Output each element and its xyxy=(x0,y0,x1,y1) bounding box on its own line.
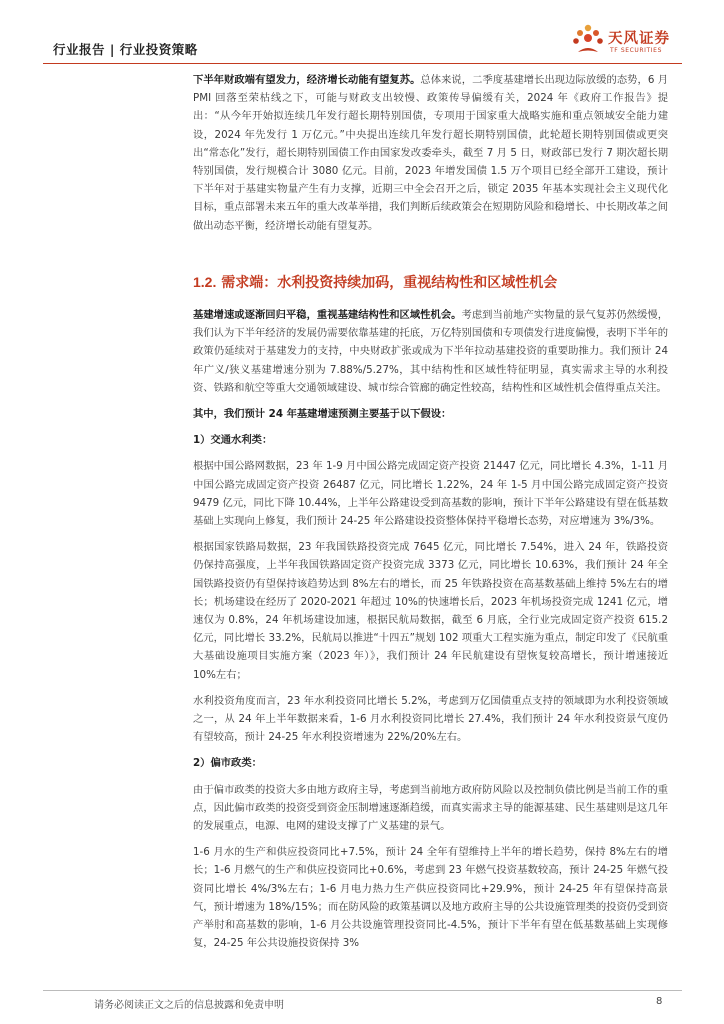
footer-divider xyxy=(43,990,682,991)
paragraph-fiscal-lead: 下半年财政端有望发力，经济增长动能有望复苏。 xyxy=(193,74,421,86)
paragraph-railway: 根据国家铁路局数据，23 年我国铁路投资完成 7645 亿元，同比增长 7.54%，进入 24 年，铁路投资仍保持高强度，上半年我国铁路固定资产投资完成 3373 亿元，同比增长 10.63%，我们预计 24 年全国铁路投资仍有望保持该趋势达到 8%左右的增长，而 25 年铁路投资在高基数基础上维持 5%左右的增长；机场建设在经历了 2020-2021 年超过 10%的快速增长后，2023 年机场投资完成 1241 亿元，增速仅为 0.8%，24 年机场建设加速，根据民航局数据，截至 6 月底，全行业完成固定资产投资 615.2 亿元，同比增长 33.2%，民航局以推进“十四五”规划 102 项重大工程实施为重点，制定印发了《民航重大基础设施项目实施方案（2023 年）》，我们预计 24 年民航建设有望恢复较高增长，预计增速接近 10%左右； xyxy=(193,541,668,681)
disclaimer-link[interactable]: 请务必阅读正文之后的信息披露和免责申明 xyxy=(94,1000,284,1011)
paragraph-demand-body: 考虑到当前地产实物量的景气复苏仍然缓慢，我们认为下半年经济的发展仍需要依靠基建的托底，万亿特别国债和专项债发行进度偏慢，表明下半年的政策仍延续对于基建发力的支持，中央财政扩张或成为下半年拉动基建投资的重要助推力。我们预计 24 年广义/狭义基建增速分别为 7.88%/5.27%，其中结构性和区域性特征明显，真实需求主导的水利投资、铁路和航空等重大交通领域建设、城市综合管廊的确定性较高，结构性和区域性机会值得重点关注。 xyxy=(193,309,669,394)
main-content xyxy=(193,71,668,235)
paragraph-water: 水利投资角度而言，23 年水利投资同比增长 5.2%，考虑到万亿国债重点支持的领域即为水利投资领域之一，从 24 年上半年数据来看，1-6 月水利投资同比增长 27.4%，我们预计 24 年水利投资景气度仍有望较高，预计 24-25 年水利投资增速为 22%/20%左右。 xyxy=(193,694,668,744)
paragraph-municipal: 由于偏市政类的投资大多由地方政府主导，考虑到当前地方政府防风险以及控制负债比例是当前工作的重点，因此偏市政类的投资受到资金压制增速逐渐趋缓，而真实需求主导的能源基建、民生基建则是这几年的发展重点，电源、电网的建设支撑了广义基建的景气。 xyxy=(193,783,668,833)
subheading-transport: 1）交通水利类： xyxy=(193,434,273,447)
page-number: 8 xyxy=(656,996,663,1007)
section-content xyxy=(193,306,668,953)
header-divider xyxy=(43,63,682,64)
logo-subtitle: TF SECURITIES xyxy=(610,47,662,54)
paragraph-fiscal xyxy=(193,71,668,235)
paragraph-fiscal-body: 总体来说，二季度基建增长出现边际放缓的态势，6 月 PMI 回落至荣枯线之下，可能与财政支出较慢、政策传导偏缓有关，2024 年《政府工作报告》提出：“从今年开始拟连续几年发行超长期特别国债，专项用于国家重大战略实施和重点领域安全能力建设，2024 年先发行 1 万亿元。”中央提出连续几年发行超长期特别国债，此轮超长期特别国债或更突出“常态化”发行，超长期特别国债工作由国家发改委牵头，截至 7 月 5 日，财政部已发行 7 期次超长期特别国债，发行规模合计 3080 亿元。目前，2023 年增发国债 1.5 万个项目已经全部开工建设，预计下半年对于基建实物量产生有力支撑，近期三中全会召开之后，锁定 2035 年基本实现社会主义现代化目标，重点部署未来五年的重大改革举措，我们判断后续政策会在短期防风险和稳增长、中长期改革之间做出动态平衡，经济增长动能有望复苏。 xyxy=(193,74,668,232)
logo-title: 天风证券 xyxy=(608,31,670,47)
subheading-municipal: 2）偏市政类： xyxy=(193,757,262,770)
section-number: 1.2. xyxy=(193,274,217,290)
report-category: 行业报告 | 行业投资策略 xyxy=(53,42,198,57)
paragraph-utilities: 1-6 月水的生产和供应投资同比+7.5%，预计 24 全年有望维持上半年的增长趋势，保持 8%左右的增长；1-6 月燃气的生产和供应投资同比+0.6%，考虑到 23 年燃气投资基数较高，预计 24-25 年燃气投资同比增长 4%/3%左右；1-6 月电力热力生产供应投资同比+29.9%，预计 24-25 年有望保持高景气，预计增速为 18%/15%；而在防风险的政策基调以及地方政府主导的公共设施管理类的投资仍受到资产举肘和高基数的影响，1-6 月公共设施管理投资同比-4.5%，预计下半年有望在低基数基础上实现修复，24-25 年公共设施投资保持 3% xyxy=(193,846,668,950)
assumptions-text: 其中，我们预计 24 年基建增速预测主要基于以下假设： xyxy=(193,408,452,421)
paragraph-demand-lead: 基建增速或逐渐回归平稳，重视基建结构性和区域性机会。 xyxy=(193,309,462,321)
paragraph-demand xyxy=(193,306,668,397)
section-title: 需求端：水利投资持续加码，重视结构性和区域性机会 xyxy=(221,275,558,291)
section-heading xyxy=(193,272,557,292)
paragraph-highway: 根据中国公路网数据，23 年 1-9 月中国公路完成固定资产投资 21447 亿元，同比增长 4.3%，1-11 月中国公路完成固定资产投资 26487 亿元，同比增长 1.22%，24 年 1-5 月中国公路完成固定资产投资 9479 亿元，同比下降 10.44%，上半年公路建设受到高基数的影响，预计下半年公路建设有望在低基数基础上实现向上修复，我们预计 24-25 年公路建设投资整体保持平稳增长态势，对应增速为 3%/3%。 xyxy=(193,460,668,528)
paragraph-assumptions xyxy=(193,405,668,423)
